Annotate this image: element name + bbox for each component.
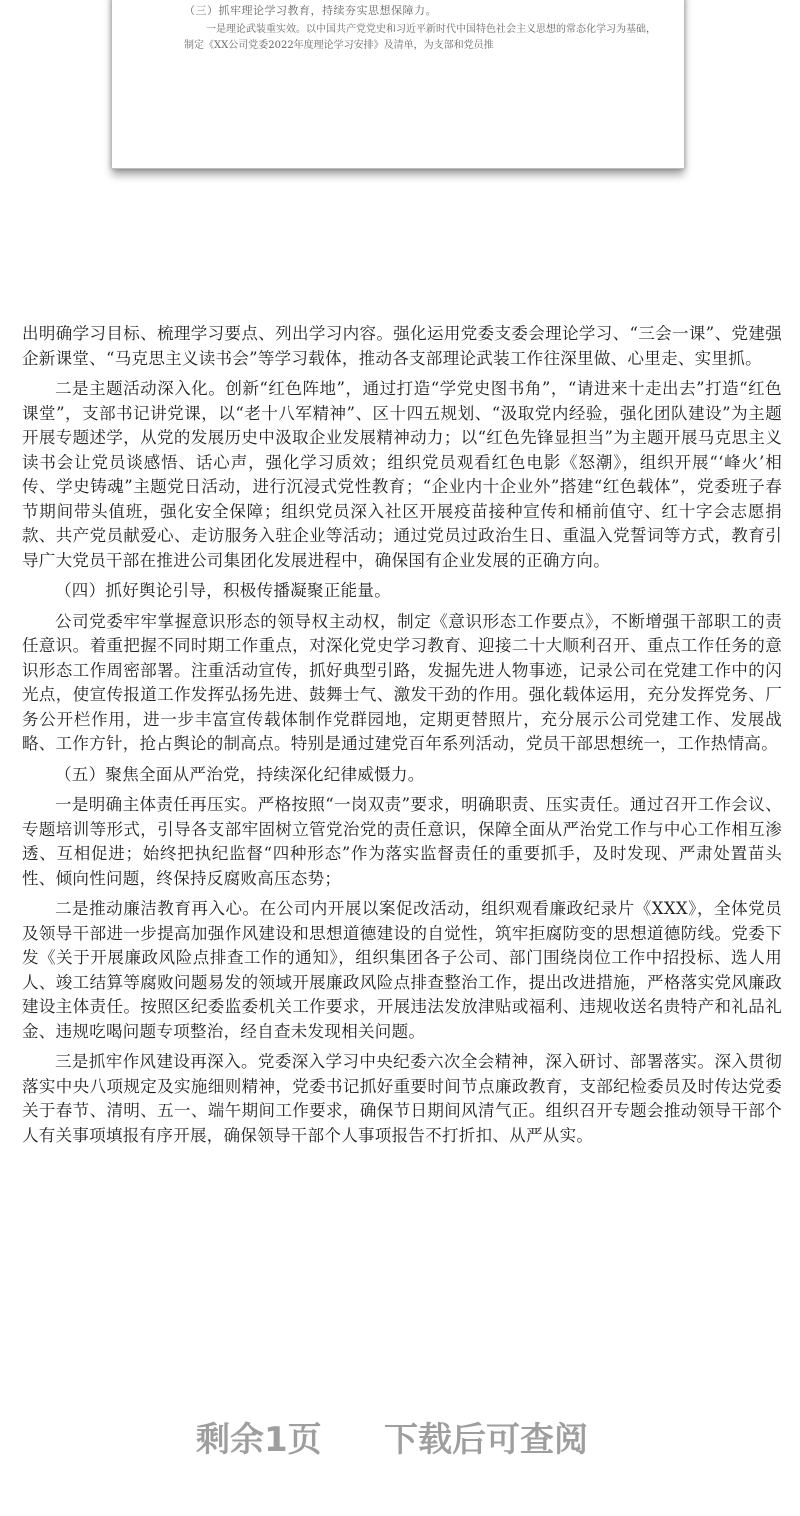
preview-heading: （三）抓牢理论学习教育，持续夯实思想保障力。: [184, 4, 437, 17]
paragraph-integrity-education: 二是推动廉洁教育再入心。在公司内开展以案促改活动，组织观看廉政纪录片《XXX》，全体党员及领导干部进一步提高加强作风建设和思想道德建设的自觉性，筑牢拒腐防变的思想道德防线。党委下发《关于开展廉政风险点排查工作的通知》，组织集团各子公司、部门围绕岗位工作中招投标、选人用人、竣工结算等腐败问题易发的领域开展廉政风险点排查整治工作，提出改进措施，严格落实党风廉政建设主体责任。按照区纪委监委机关工作要求，开展违法发放津贴或福利、违规收送名贵特产和礼品礼金、违规吃喝问题专项整治，经自查未发现相关问题。: [22, 899, 782, 1041]
preview-page-thumbnail: [112, 0, 684, 169]
download-prompt[interactable]: [0, 1412, 800, 1462]
document-body: [22, 322, 782, 1154]
remaining-pages-label: 剩余1页: [196, 1420, 322, 1460]
download-to-view-label[interactable]: 下载后可查阅: [384, 1420, 588, 1460]
paragraph-responsibility: 一是明确主体责任再压实。严格按照“一岗双责”要求，明确职责、压实责任。通过召开工作会议、专题培训等形式，引导各支部牢固树立管党治党的责任意识，保障全面从严治党工作与中心工作相互渗透、互相促进；始终把执纪监督“四种形态”作为落实监督责任的重要抓手，及时发现、严肃处置苗头性、倾向性问题，终保持反腐败高压态势；: [22, 795, 782, 888]
paragraph-work-style: 三是抓牢作风建设再深入。党委深入学习中央纪委六次全会精神，深入研讨、部署落实。深入贯彻落实中央八项规定及实施细则精神，党委书记抓好重要时间节点廉政教育，支部纪检委员及时传达党委关于春节、清明、五一、端午期间工作要求，确保节日期间风清气正。组织召开专题会推动领导干部个人有关事项填报有序开展，确保领导干部个人事项报告不打折扣、从严从实。: [22, 1052, 782, 1145]
paragraph-ideology-work: 公司党委牢牢掌握意识形态的领导权主动权，制定《意识形态工作要点》，不断增强干部职工的责任意识。着重把握不同时期工作重点，对深化党史学习教育、迎接二十大顺利召开、重点工作任务的意识形态工作周密部署。注重活动宣传，抓好典型引路，发掘先进人物事迹，记录公司在党建工作中的闪光点，使宣传报道工作发挥弘扬先进、鼓舞士气、激发干劲的作用。强化载体运用，充分发挥党务、厂务公开栏作用，进一步丰富宣传载体制作党群园地，定期更替照片，充分展示公司党建工作、发展战略、工作方针，抢占舆论的制高点。特别是通过建党百年系列活动，党员干部思想统一，工作热情高。: [22, 611, 782, 753]
document-preview-area: [0, 0, 800, 300]
paragraph-study-goals: 出明确学习目标、梳理学习要点、列出学习内容。强化运用党委支委会理论学习、“三会一课”、党建强企新课堂、“马克思主义读书会”等学习载体，推动各支部理论武装工作往深里做、心里走、实里抓。: [22, 324, 782, 368]
preview-text: 一是理论武装重实效。以中国共产党党史和习近平新时代中国特色社会主义思想的常态化学习为基础，制定《XX公司党委2022年度理论学习安排》及清单，为支部和党员推: [184, 24, 656, 51]
section-heading-discipline: （五）聚焦全面从严治党，持续深化纪律威慑力。: [55, 764, 425, 784]
section-heading-public-opinion: （四）抓好舆论引导，积极传播凝聚正能量。: [55, 581, 391, 600]
paragraph-theme-activities: 二是主题活动深入化。创新“红色阵地”，通过打造“学党史图书角”，“请进来十走出去”打造“红色课堂”，支部书记讲党课，以“老十八军精神”、区十四五规划、“汲取党内经验，强化团队建设”为主题开展专题述学，从党的发展历史中汲取企业发展精神动力；以“红色先锋显担当”为主题开展马克思主义读书会让党员谈感悟、话心声，强化学习质效；组织党员观看红色电影《怒潮》，组织开展“‘峰火’相传、学史铸魂”主题党日活动，进行沉浸式党性教育；“企业内十企业外”搭建“红色载体”，党委班子春节期间带头值班，强化安全保障；组织党员深入社区开展疫苗接种宣传和桶前值守、红十字会志愿捐款、共产党员献爱心、走访服务入驻企业等活动；通过党员过政治生日、重温入党誓词等方式，教育引导广大党员干部在推进公司集团化发展进程中，确保国有企业发展的正确方向。: [22, 379, 782, 570]
